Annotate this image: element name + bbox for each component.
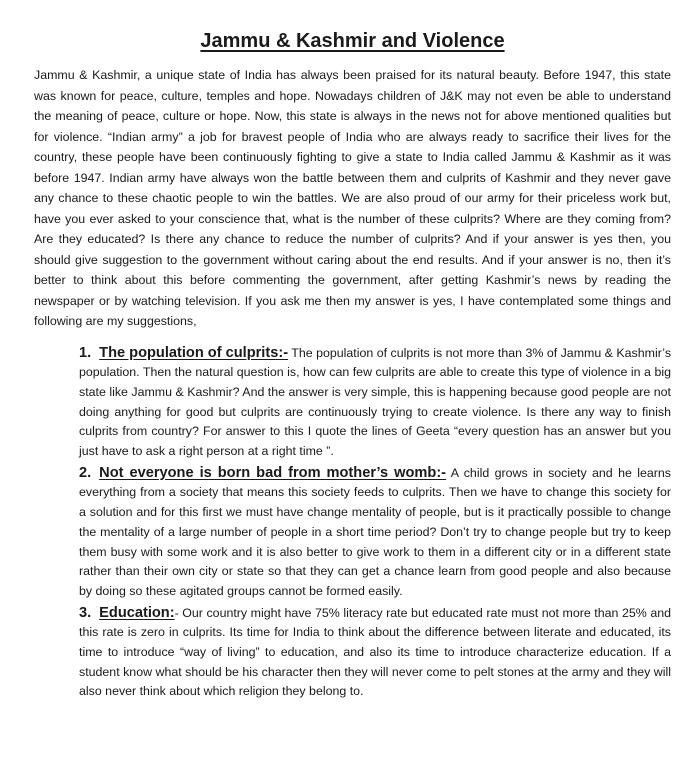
suggestion-text: The population of culprits is not more than 3% of Jammu & Kashmir’s population. Then the natural question is, how can few culprits are able to create this type of violence in a big state like Jammu & Kashmir? And the answer is very simple, this is happening because good people are not doing anything for good but culprits are continuously trying to create violence. Is there any way to finish culprits from country? For answer to this I quote the lines of Geeta “every question has an answer but you just have to ask a right person at a right time ”. (79, 345, 672, 459)
suggestion-title: Education: (99, 604, 175, 621)
suggestion-item (79, 344, 671, 462)
suggestion-number: 1. (79, 344, 92, 361)
suggestions-list (34, 344, 671, 703)
suggestion-text: A child grows in society and he learns everything from a society that means this society feeds to culprits. Then we have to change this society for a solution and for this first we must have change mentality of people, but is it practically possible to change the mentality of a large number of people in a short time period? Don’t try to change people but try to keep them busy with some work and it is also better to give work to them in a different city or in a different state rather than their own city or state so that they can get a chance learn from good people and also because by doing so these agitated groups cannot be formed easily. (79, 465, 672, 598)
suggestion-title: Not everyone is born bad from mother’s womb:- (99, 464, 447, 481)
intro-paragraph: Jammu & Kashmir, a unique state of India has always been praised for its natural beauty. Before 1947, this state was known for peace, culture, temples and hope. Nowadays children of J&K may not even be able to understand the meaning of peace, culture or hope. Now, this state is always in the news not for above mentioned qualities but for violence. “Indian army” a job for bravest people of India who are always ready to sacrifice their lives for the country, these people have been continuously fighting to give a state to India called Jammu & Kashmir as it was before 1947. Indian army have always won the battle between them and culprits of Kashmir and they never gave any chance to these chaotic people to win the battles. We are also proud of our army for their priceless work but, have you ever asked to your conscience that, what is the number of these culprits? Where are they coming from? Are they educated? Is there any chance to reduce the number of culprits? And if your answer is yes then, you should give suggestion to the government without caring about the end results. And if your answer is no, then it’s better to think about this before commenting the government, after getting Kashmir’s news by reading the newspaper or by watching television. If you ask me then my answer is yes, I have contemplated some things and following are my suggestions, (34, 68, 671, 328)
suggestion-heading (79, 465, 446, 481)
suggestion-heading (79, 345, 288, 361)
suggestion-text: - Our country might have 75% literacy rate but educated rate must not more than 25% and this rate is zero in culprits. Its time for India to think about the difference between literate and educated, its time to introduce “way of living” to education, and also its time to introduce characterize education. If a student know what should be his character then they will never come to pelt stones at the army and they will also never think about which religion they belong to. (79, 605, 671, 699)
suggestion-title: The population of culprits:- (99, 344, 289, 361)
document-title: Jammu & Kashmir and Violence (200, 30, 505, 52)
suggestion-number: 2. (79, 464, 92, 481)
suggestion-heading (79, 605, 175, 621)
suggestion-item (79, 604, 671, 703)
suggestion-number: 3. (79, 604, 92, 621)
suggestion-item (79, 464, 671, 602)
